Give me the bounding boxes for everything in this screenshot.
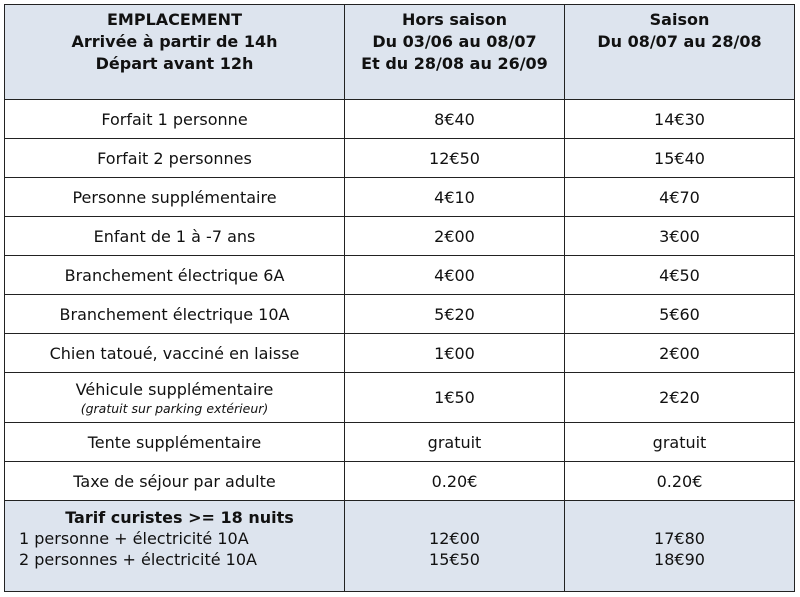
curistes-row bbox=[5, 501, 795, 592]
off-season-price: 5€20 bbox=[345, 295, 565, 334]
row-label-note: (gratuit sur parking extérieur) bbox=[80, 400, 269, 416]
header-season: Saison Du 08/07 au 28/08 bbox=[565, 5, 795, 100]
season-price: 4€50 bbox=[565, 256, 795, 295]
row-label: Forfait 2 personnes bbox=[5, 139, 345, 178]
off-season-price: 1€50 bbox=[345, 373, 565, 423]
season-price: 2€00 bbox=[565, 334, 795, 373]
season-price: 3€00 bbox=[565, 217, 795, 256]
header-off-season: Hors saison Du 03/06 au 08/07 Et du 28/08 au 26/09 bbox=[345, 5, 565, 100]
row-label: Personne supplémentaire bbox=[5, 178, 345, 217]
off-season-price: 8€40 bbox=[345, 100, 565, 139]
off-season-price: 12€50 bbox=[345, 139, 565, 178]
curistes-labels bbox=[5, 501, 345, 592]
table-row bbox=[5, 423, 795, 462]
curistes-title: Tarif curistes >= 18 nuits bbox=[65, 508, 294, 527]
row-label-main: Véhicule supplémentaire bbox=[75, 379, 274, 399]
row-label: Forfait 1 personne bbox=[5, 100, 345, 139]
off-season-price: 4€00 bbox=[345, 256, 565, 295]
curistes-season bbox=[565, 501, 795, 592]
table-row bbox=[5, 256, 795, 295]
header-emplacement: EMPLACEMENT Arrivée à partir de 14h Départ avant 12h bbox=[5, 5, 345, 100]
off-season-price: 4€10 bbox=[345, 178, 565, 217]
table-row bbox=[5, 462, 795, 501]
curistes-off-season bbox=[345, 501, 565, 592]
table-row bbox=[5, 217, 795, 256]
header-row bbox=[5, 5, 795, 100]
row-label: Enfant de 1 à -7 ans bbox=[5, 217, 345, 256]
season-price: 0.20€ bbox=[565, 462, 795, 501]
off-season-price: gratuit bbox=[345, 423, 565, 462]
off-season-price: 12€00 bbox=[429, 529, 480, 548]
row-label bbox=[5, 373, 345, 423]
off-season-price: 2€00 bbox=[345, 217, 565, 256]
row-label: Taxe de séjour par adulte bbox=[5, 462, 345, 501]
table-row bbox=[5, 100, 795, 139]
off-season-price: 15€50 bbox=[429, 550, 480, 569]
table-row bbox=[5, 334, 795, 373]
season-price: 4€70 bbox=[565, 178, 795, 217]
off-season-price: 1€00 bbox=[345, 334, 565, 373]
price-table bbox=[4, 4, 795, 592]
season-price: 14€30 bbox=[565, 100, 795, 139]
table-row bbox=[5, 373, 795, 423]
season-price: gratuit bbox=[565, 423, 795, 462]
row-label: Branchement électrique 10A bbox=[5, 295, 345, 334]
curistes-line-label: 1 personne + électricité 10A bbox=[19, 529, 249, 548]
season-price: 18€90 bbox=[654, 550, 705, 569]
row-label: Chien tatoué, vacciné en laisse bbox=[5, 334, 345, 373]
season-price: 5€60 bbox=[565, 295, 795, 334]
curistes-line-label: 2 personnes + électricité 10A bbox=[19, 550, 257, 569]
table-row bbox=[5, 295, 795, 334]
off-season-price: 0.20€ bbox=[345, 462, 565, 501]
season-price: 17€80 bbox=[654, 529, 705, 548]
table-row bbox=[5, 178, 795, 217]
row-label: Tente supplémentaire bbox=[5, 423, 345, 462]
table-row bbox=[5, 139, 795, 178]
season-price: 15€40 bbox=[565, 139, 795, 178]
row-label: Branchement électrique 6A bbox=[5, 256, 345, 295]
season-price: 2€20 bbox=[565, 373, 795, 423]
